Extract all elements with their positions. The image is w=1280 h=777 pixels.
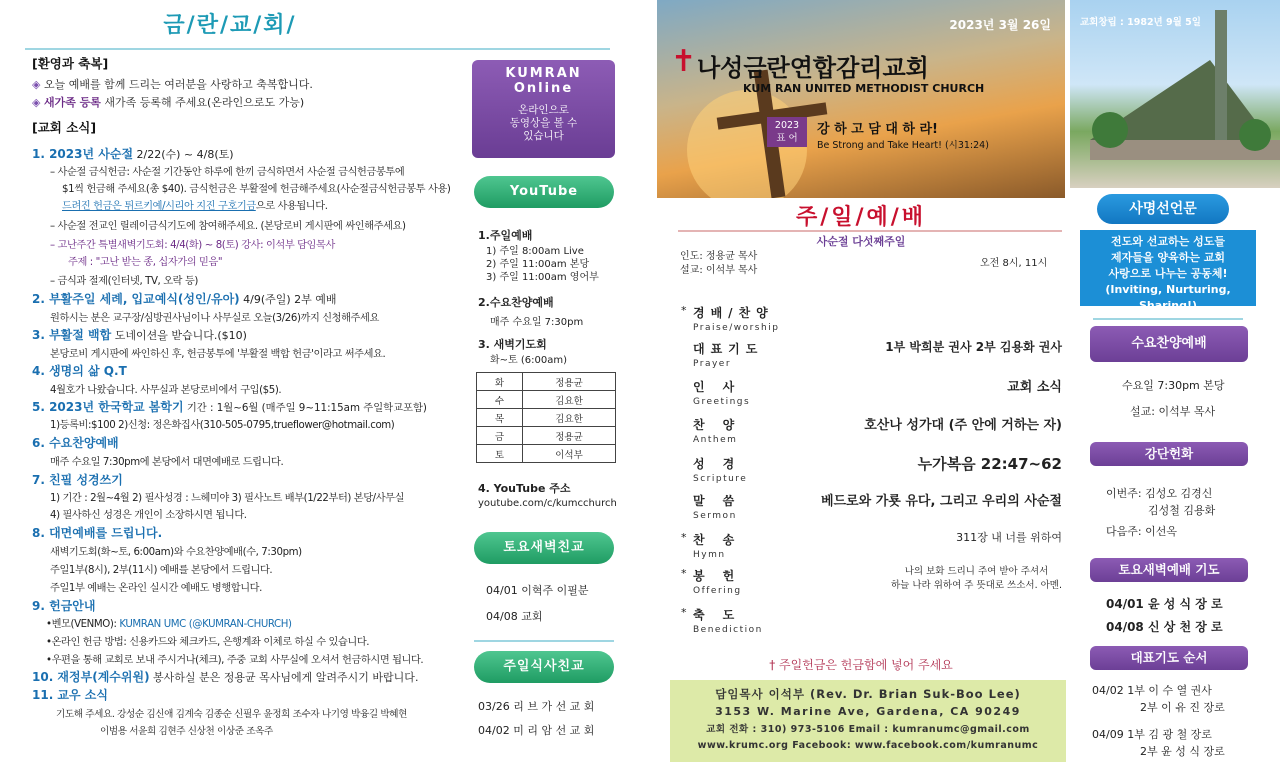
day-cell: 토 <box>477 445 523 463</box>
news-9-c: •우편을 통해 교회로 보내 주시거나(체크), 주중 교회 사무실에 오셔서 헌금하시면 됩니다. <box>46 655 424 666</box>
leader-cell: 정용균 <box>523 373 616 391</box>
leader-cell: 이석부 <box>523 445 616 463</box>
news-2-a: 원하시는 분은 교구장/심방권사님이나 사무실로 오늘(3/26)까지 신청해주세요 <box>50 313 379 324</box>
service-preacher: 설교: 이석부 목사 <box>680 265 758 276</box>
news-11-b: 이범용 서윤희 김현주 신상천 이상준 조옥주 <box>100 726 273 737</box>
rep-prayer-4: 2부 윤 성 식 장로 <box>1140 745 1225 758</box>
divider <box>25 48 610 50</box>
sunday-service-title: 1.주일예배 <box>478 229 533 242</box>
welcome-heading: [환영과 축복] <box>32 56 109 71</box>
church-name-korean: 나성금란연합감리교회 <box>697 54 929 82</box>
church-name-english: KUM RAN UNITED METHODIST CHURCH <box>743 82 985 95</box>
news-heading: [교회 소식] <box>32 120 97 135</box>
news-8: 8. 대면예배를 드립니다. <box>32 526 163 540</box>
news-8-c: 주일1부 예배는 온라인 실시간 예배도 병행합니다. <box>50 583 262 594</box>
divider <box>474 640 614 642</box>
news-7: 7. 친필 성경쓰기 <box>32 473 123 487</box>
news-9-b: •온라인 헌금 방법: 신용카드와 체크카드, 은행계좌 이체로 하실 수 있습니다. <box>46 637 370 648</box>
church-title: 금/란/교/회/ <box>163 13 297 38</box>
meal-fellowship-1: 03/26 리 브 가 선 교 회 <box>478 700 595 713</box>
church-phone-email: 교회 전화 : 310) 973-5106 Email : kumranumc@gmail.com <box>706 724 1030 735</box>
service-item-label: 말씀 <box>693 494 753 508</box>
wednesday-worship-preacher: 설교: 이석부 목사 <box>1130 405 1216 418</box>
altar-flowers-this-week-2: 김성철 김용화 <box>1148 504 1216 517</box>
service-subtitle: 사순절 다섯째주일 <box>816 235 906 248</box>
service-time: 오전 8시, 11시 <box>980 258 1048 269</box>
wednesday-worship-time: 수요일 7:30pm 본당 <box>1122 379 1225 392</box>
news-1-g: – 금식과 절제(인터넷, TV, 오락 등) <box>50 276 198 287</box>
service-item-value: 교회 소식 <box>1007 380 1062 395</box>
wednesday-worship-title: 수요찬양예배 <box>1090 326 1248 362</box>
day-cell: 금 <box>477 427 523 445</box>
diamond-icon: ◈ <box>32 78 44 91</box>
news-5-a: 1)등록비:$100 2)신청: 정은화집사(310-505-0795,trueflower@hotmail.com) <box>50 420 395 431</box>
flame-cross-logo: ✝ <box>671 44 697 79</box>
online-title: KUMRAN Online <box>505 66 582 96</box>
youtube-address-title: 4. YouTube 주소 <box>478 482 571 495</box>
church-address: 3153 W. Marine Ave, Gardena, CA 90249 <box>715 705 1021 718</box>
diamond-icon: ◈ <box>32 96 44 109</box>
service-item-english: Scripture <box>693 474 748 484</box>
service-item-value: 호산나 성가대 (주 안에 거하는 자) <box>864 418 1062 433</box>
news-9: 9. 헌금안내 <box>32 599 96 613</box>
welcome-line-2 <box>32 94 304 110</box>
altar-flowers-title: 강단헌화 <box>1090 442 1248 466</box>
news-1-d: – 사순절 전교인 릴레이금식기도에 참여해주세요. (본당로비 게시판에 싸인해주세요) <box>50 221 406 232</box>
service-item-english: Greetings <box>693 397 751 407</box>
dawn-prayer-row <box>477 409 616 427</box>
service-item-english: Sermon <box>693 511 737 521</box>
news-1: 1. 2023년 사순절 2/22(수) ~ 4/8(토) <box>32 147 234 161</box>
saturday-fellowship-1: 04/01 이혁주 이필분 <box>486 584 589 597</box>
motto-english: Be Strong and Take Heart! (시31:24) <box>817 140 989 151</box>
stand-marker: * <box>681 567 687 580</box>
youtube-button[interactable]: YouTube <box>474 176 614 208</box>
offering-note: † 주일헌금은 헌금함에 넣어 주세요 <box>769 658 953 672</box>
divider <box>678 230 1062 232</box>
service-leader: 인도: 정용균 목사 <box>680 251 758 262</box>
meal-fellowship-title: 주일식사친교 <box>474 651 614 683</box>
service-item-english: Offering <box>693 586 742 596</box>
saturday-fellowship-2: 04/08 교회 <box>486 610 543 623</box>
news-7-a: 1) 기간 : 2월~4월 2) 필사성경 : 느헤미야 3) 필사노트 배부(1/22부터) 본당/사무실 <box>50 493 405 504</box>
sunday-service-1: 1) 주일 8:00am Live <box>486 246 584 257</box>
service-item-value: 베드로와 가룟 유다, 그리고 우리의 사순절 <box>820 494 1062 509</box>
service-title: 주/일/예/배 <box>795 205 927 230</box>
news-11-a: 기도해 주세요. 강성순 김신애 김계숙 김종순 신필우 윤정희 조수자 나기영 박융길 박혜현 <box>56 709 408 720</box>
service-item-label: 찬양 <box>693 418 753 432</box>
meal-fellowship-2: 04/02 미 리 암 선 교 회 <box>478 724 595 737</box>
news-5: 5. 2023년 한국학교 봄학기 기간 : 1월~6월 (매주일 9~11:15am 주일학교포함) <box>32 400 427 414</box>
news-3: 3. 부활절 백합 도네이션을 받습니다.($10) <box>32 328 247 342</box>
service-item-value: 311장 내 너를 위하여 <box>956 531 1062 544</box>
rep-prayer-3: 04/09 1부 김 광 철 장로 <box>1092 728 1212 741</box>
service-item-label: 인사 <box>693 380 753 394</box>
leader-cell: 김요한 <box>523 409 616 427</box>
announcements-column <box>0 0 460 777</box>
bulletin-date: 2023년 3월 26일 <box>949 18 1051 32</box>
news-1-b: $1씩 헌금해 주세요(총 $40). 금식헌금은 부활절에 헌금해주세요(사순절금식헌금봉투 사용) <box>62 184 451 195</box>
news-3-a: 본당로비 게시판에 싸인하신 후, 헌금봉투에 '부활절 백합 헌금'이라고 써주세요. <box>50 349 386 360</box>
news-9-a: •벤모(VENMO): KUMRAN UMC (@KUMRAN-CHURCH) <box>46 619 292 630</box>
news-4: 4. 생명의 삶 Q.T <box>32 364 127 378</box>
wednesday-time: 매주 수요일 7:30pm <box>490 317 584 328</box>
church-building-image <box>1070 0 1280 188</box>
stand-marker: * <box>681 606 687 619</box>
service-item-label: 축도 <box>693 608 753 622</box>
news-1-a: – 사순절 금식헌금: 사순절 기간동안 하루에 한끼 금식하면서 사순절 금식헌금봉투에 <box>50 167 405 178</box>
welcome-text: 오늘 예배를 함께 드리는 여러분을 사랑하고 축복합니다. <box>43 78 313 91</box>
service-item-label: 대표기도 <box>693 342 764 356</box>
dawn-prayer-row <box>477 391 616 409</box>
sunday-service-2: 2) 주일 11:00am 본당 <box>486 259 590 270</box>
news-6: 6. 수요찬양예배 <box>32 436 119 450</box>
dawn-prayer-time: 화~토 (6:00am) <box>490 355 568 366</box>
representative-prayer-title: 대표기도 순서 <box>1090 646 1248 670</box>
dawn-prayer-row <box>477 373 616 391</box>
stand-marker: * <box>681 304 687 317</box>
sunday-service-3: 3) 주일 11:00am 영어부 <box>486 272 599 283</box>
founded-date: 교회창립 : 1982년 9월 5일 <box>1080 17 1201 28</box>
news-8-a: 새벽기도회(화~토, 6:00am)와 수요찬양예배(수, 7:30pm) <box>50 547 302 558</box>
new-family-label: 새가족 등록 <box>43 96 101 109</box>
news-6-a: 매주 수요일 7:30pm에 본당에서 대면예배로 드립니다. <box>50 457 284 468</box>
news-11: 11. 교우 소식 <box>32 688 108 702</box>
saturday-prayer-1: 04/01 윤 성 식 장 로 <box>1106 597 1223 611</box>
rep-prayer-1: 04/02 1부 이 수 열 권사 <box>1092 684 1212 697</box>
online-box <box>472 60 615 158</box>
church-building-photo <box>1070 0 1280 188</box>
day-cell: 수 <box>477 391 523 409</box>
mission-title: 사명선언문 <box>1097 194 1229 224</box>
service-item-label: 경배/찬양 <box>693 306 774 320</box>
service-item-value: 나의 보화 드리니 주여 받아 주셔서 하늘 나라 위하여 주 뜻대로 쓰소서. 아멘. <box>891 566 1062 591</box>
contact-box <box>670 680 1066 762</box>
service-item-english: Praise/worship <box>693 323 780 333</box>
service-item-label: 성경 <box>693 457 753 471</box>
day-cell: 화 <box>477 373 523 391</box>
service-item-value: 누가복음 22:47~62 <box>917 455 1062 473</box>
new-family-text: 새가족 등록해 주세요(온라인으로도 가능) <box>100 96 305 109</box>
church-banner <box>657 0 1065 198</box>
mission-body: 전도와 선교하는 성도들 제자들을 양육하는 교회 사랑으로 나누는 공동체! (Inviting, Nurturing, Sharing!) <box>1080 230 1256 306</box>
news-1-e: – 고난주간 특별새벽기도회: 4/4(화) ~ 8(토) 강사: 이석부 담임목사 <box>50 240 335 251</box>
altar-flowers-this-week: 이번주: 김성오 김경신 <box>1106 487 1213 500</box>
service-item-label: 봉헌 <box>693 569 753 583</box>
wednesday-title: 2.수요찬양예배 <box>478 296 554 309</box>
divider <box>1093 318 1243 320</box>
dawn-prayer-row <box>477 445 616 463</box>
saturday-prayer-2: 04/08 신 상 천 장 로 <box>1106 620 1223 634</box>
news-1-c: 드려진 헌금은 튀르키예/시리아 지진 구호기금으로 사용됩니다. <box>62 201 328 212</box>
service-item-english: Prayer <box>693 359 732 369</box>
pastor-name: 담임목사 이석부 (Rev. Dr. Brian Suk-Boo Lee) <box>715 687 1021 701</box>
news-10: 10. 재정부(계수위원) 봉사하실 분은 정용균 목사님에게 알려주시기 바랍니다. <box>32 670 419 684</box>
rep-prayer-2: 2부 이 유 진 장로 <box>1140 701 1225 714</box>
stand-marker: * <box>681 531 687 544</box>
leader-cell: 김요한 <box>523 391 616 409</box>
youtube-address[interactable]: youtube.com/c/kumcchurch <box>478 498 617 509</box>
church-website[interactable]: www.krumc.org Facebook: www.facebook.com/kumranumc <box>697 740 1039 751</box>
news-7-b: 4) 필사하신 성경은 개인이 소장하시면 됩니다. <box>50 510 247 521</box>
day-cell: 목 <box>477 409 523 427</box>
dawn-prayer-table <box>476 372 616 463</box>
dawn-prayer-row <box>477 427 616 445</box>
motto-korean: 강 하 고 담 대 하 라! <box>817 122 938 137</box>
service-item-english: Hymn <box>693 550 726 560</box>
service-item-value: 1부 박희분 권사 2부 김용화 권사 <box>885 340 1062 354</box>
service-item-english: Benediction <box>693 625 763 635</box>
leader-cell: 정용균 <box>523 427 616 445</box>
saturday-prayer-title: 토요새벽예배 기도 <box>1090 558 1248 582</box>
online-body: 온라인으로 동영상을 볼 수 있습니다 <box>509 104 578 142</box>
dawn-prayer-title: 3. 새벽기도회 <box>478 338 547 351</box>
welcome-line-1 <box>32 76 313 92</box>
service-item-english: Anthem <box>693 435 738 445</box>
motto-badge: 2023 표 어 <box>767 117 807 147</box>
service-item-label: 찬송 <box>693 533 753 547</box>
saturday-fellowship-title: 토요새벽친교 <box>474 532 614 564</box>
news-4-a: 4월호가 나왔습니다. 사무실과 본당로비에서 구입($5). <box>50 385 282 396</box>
news-2: 2. 부활주일 세례, 입교예식(성인/유아) 4/9(주일) 2부 예배 <box>32 292 337 306</box>
altar-flowers-next-week: 다음주: 이선옥 <box>1106 525 1177 538</box>
news-1-f: 주제 : "고난 받는 종, 십자가의 믿음" <box>68 257 223 268</box>
news-8-b: 주일1부(8시), 2부(11시) 예배를 본당에서 드립니다. <box>50 565 273 576</box>
